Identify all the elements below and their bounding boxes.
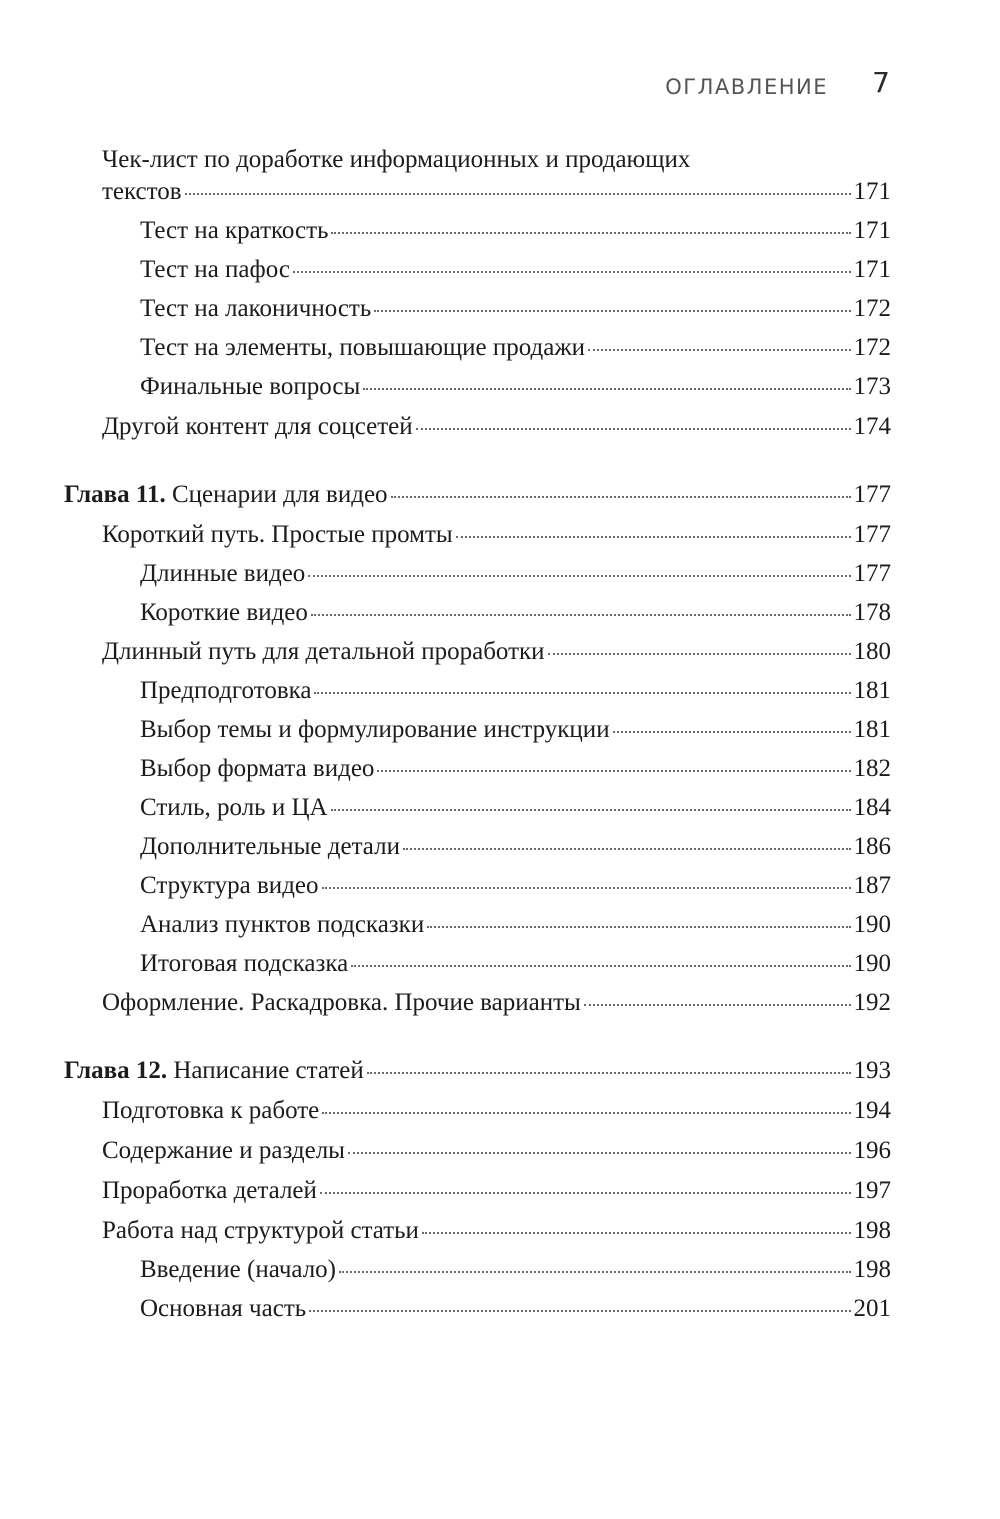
toc-entry (0, 910, 1000, 940)
toc-entry-page: 174 (853, 413, 891, 440)
toc-entry-page: 201 (853, 1295, 891, 1322)
toc-entry-page: 171 (853, 256, 891, 283)
toc-entry (0, 1294, 1000, 1324)
dot-leader (185, 193, 851, 195)
toc-entry (0, 598, 1000, 628)
dot-leader (322, 1112, 850, 1114)
dot-leader (314, 692, 850, 694)
dot-leader (339, 1271, 850, 1273)
toc-entry-page: 196 (853, 1137, 891, 1164)
toc-entry-page: 190 (853, 950, 891, 977)
toc-entry-page: 172 (853, 334, 891, 361)
toc-entry (0, 949, 1000, 979)
toc-entry-title: Длинный путь для детальной проработки (102, 638, 545, 665)
toc-entry-page: 177 (853, 521, 891, 548)
dot-leader (367, 1072, 851, 1074)
toc-entry-title: Тест на краткость (140, 217, 329, 244)
dot-leader (584, 1004, 851, 1006)
toc-entry-title: Работа над структурой статьи (102, 1217, 419, 1244)
dot-leader (320, 1192, 851, 1194)
running-title: ОГЛАВЛЕНИЕ (665, 75, 828, 99)
toc-entry (0, 1136, 1000, 1166)
toc-entry-page: 192 (853, 989, 891, 1016)
toc-entry-page: 184 (853, 794, 891, 821)
toc-entry-line1: Чек-лист по доработке информационных и продающих (102, 146, 691, 173)
toc-entry-page: 177 (853, 481, 891, 508)
toc-entry-page: 194 (853, 1097, 891, 1124)
toc-entry (0, 294, 1000, 324)
toc-entry (0, 715, 1000, 745)
toc-entry-title: Анализ пунктов подсказки (140, 911, 425, 938)
toc-entry-title: Тест на пафос (140, 256, 290, 283)
toc-entry-page: 197 (853, 1177, 891, 1204)
dot-leader (293, 271, 851, 273)
toc-entry (0, 412, 1000, 442)
toc-entry-title: Дополнительные детали (140, 833, 400, 860)
dot-leader (427, 926, 850, 928)
toc-entry-page: 187 (853, 872, 891, 899)
dot-leader (351, 965, 850, 967)
toc-entry (0, 1176, 1000, 1206)
toc-entry (0, 754, 1000, 784)
toc-entry-title: Основная часть (140, 1295, 307, 1322)
toc-entry-title: Оформление. Раскадровка. Прочие варианты (102, 989, 581, 1016)
toc-entry-page: 190 (853, 911, 891, 938)
toc-entry (0, 676, 1000, 706)
toc-entry-page: 177 (853, 560, 891, 587)
page-number: 7 (872, 66, 890, 99)
toc-entry (0, 255, 1000, 285)
dot-leader (308, 575, 850, 577)
dot-leader (331, 809, 851, 811)
toc-entry-page: 181 (853, 677, 891, 704)
toc-entry-title: Тест на элементы, повышающие продажи (140, 334, 586, 361)
dot-leader (391, 496, 851, 498)
toc-entry-title: Выбор формата видео (140, 755, 375, 782)
toc-entry-page: 171 (853, 217, 891, 244)
toc-entry-title: Другой контент для соцсетей (102, 413, 413, 440)
dot-leader (377, 770, 850, 772)
toc-entry (0, 988, 1000, 1018)
toc-entry-page: 178 (853, 599, 891, 626)
toc-entry (0, 1216, 1000, 1246)
toc-entry-title: Длинные видео (140, 560, 306, 587)
toc-entry-title: Стиль, роль и ЦА (140, 794, 328, 821)
toc-entry-title: Предподготовка (140, 677, 312, 704)
toc-entry (0, 372, 1000, 402)
chapter-label: Глава 11. (64, 481, 166, 508)
toc-entry (0, 793, 1000, 823)
chapter-title: Написание статей (173, 1057, 364, 1084)
dot-leader (403, 848, 851, 850)
toc-entry (0, 1096, 1000, 1126)
dot-leader (311, 614, 851, 616)
toc-entry-page: 181 (853, 716, 891, 743)
dot-leader (363, 388, 850, 390)
dot-leader (548, 653, 851, 655)
toc-entry (0, 637, 1000, 667)
toc-entry-page: 182 (853, 755, 891, 782)
dot-leader (456, 536, 851, 538)
toc-entry-title: Подготовка к работе (102, 1097, 320, 1124)
toc-entry-page: 198 (853, 1217, 891, 1244)
toc-entry (0, 559, 1000, 589)
toc-chapter (0, 480, 1000, 510)
toc-entry-page: 186 (853, 833, 891, 860)
toc-entry (0, 177, 1000, 207)
chapter-label: Глава 12. (64, 1057, 168, 1084)
dot-leader (588, 349, 850, 351)
toc-entry-title: Короткие видео (140, 599, 308, 626)
dot-leader (309, 1310, 850, 1312)
toc-entry-page: 198 (853, 1256, 891, 1283)
toc-entry-title: Финальные вопросы (140, 373, 361, 400)
toc-chapter (0, 1056, 1000, 1086)
dot-leader (322, 887, 851, 889)
toc-entry (0, 520, 1000, 550)
toc-entry-title: Итоговая подсказка (140, 950, 349, 977)
toc-entry-title: Тест на лаконичность (140, 295, 372, 322)
toc-entry-title: Проработка деталей (102, 1177, 317, 1204)
toc-entry (0, 1255, 1000, 1285)
toc-entry-title: Короткий путь. Простые промты (102, 521, 453, 548)
dot-leader (422, 1232, 851, 1234)
dot-leader (348, 1152, 851, 1154)
toc-entry (0, 832, 1000, 862)
chapter-title: Сценарии для видео (171, 481, 388, 508)
toc-entry-page: 180 (853, 638, 891, 665)
toc-entry-title: Содержание и разделы (102, 1137, 345, 1164)
toc-entry (0, 871, 1000, 901)
dot-leader (613, 731, 851, 733)
toc-entry-page: 193 (853, 1057, 891, 1084)
toc-entry (0, 333, 1000, 363)
toc-entry-title: Введение (начало) (140, 1256, 337, 1283)
toc-entry-title: текстов (102, 178, 182, 205)
dot-leader (331, 232, 850, 234)
toc-entry (0, 216, 1000, 246)
dot-leader (416, 428, 851, 430)
toc-entry-page: 173 (853, 373, 891, 400)
toc-entry-page: 171 (853, 178, 891, 205)
toc-entry-title: Выбор темы и формулирование инструкции (140, 716, 610, 743)
dot-leader (374, 310, 850, 312)
toc-entry-title: Структура видео (140, 872, 319, 899)
toc-entry-page: 172 (853, 295, 891, 322)
